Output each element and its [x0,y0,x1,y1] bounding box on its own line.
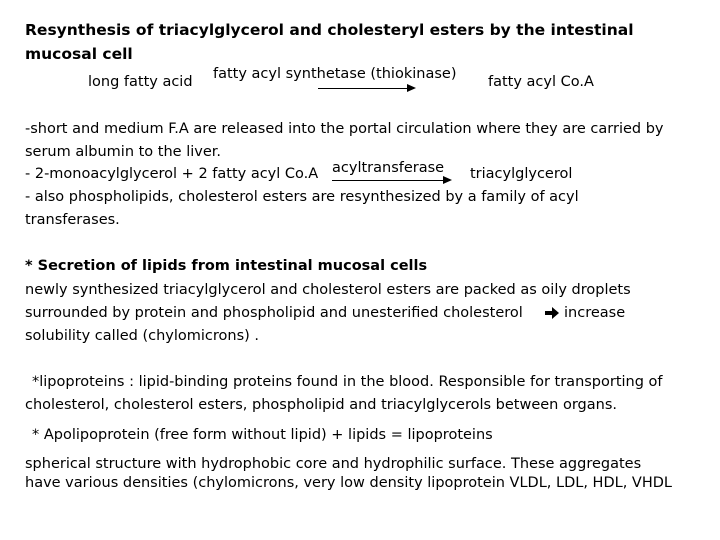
section-heading: * Secretion of lipids from intestinal mucosal cells [25,258,428,274]
reaction1-product: fatty acyl Co.A [488,74,594,90]
paragraph4-line-1: spherical structure with hydrophobic core and hydrophilic surface. These aggregates [25,456,642,472]
paragraph4-line-2: have various densities (chylomicrons, very low density lipoprotein VLDL, LDL, HDL, VHDL [25,475,672,491]
right-arrow-icon [544,306,560,320]
reaction2-arrow-icon [332,180,450,181]
paragraph3-line-1: *lipoproteins : lipid-binding proteins found in the blood. Responsible for transporting of [32,374,663,390]
reaction2-product: triacylglycerol [470,166,573,182]
reaction1-substrate: long fatty acid [88,74,193,90]
paragraph3-line-2: cholesterol, cholesterol esters, phospholipid and triacylglycerols between organs. [25,397,617,413]
title-line-2: mucosal cell [25,45,133,63]
paragraph1-line-2: serum albumin to the liver. [25,144,221,160]
paragraph2-line-2: surrounded by protein and phospholipid and unesterified cholesterol [25,305,523,321]
apolipoprotein-line: * Apolipoprotein (free form without lipid) + lipids = lipoproteins [32,427,493,443]
reaction1-arrow-icon [318,88,414,89]
paragraph1-line-4: - also phospholipids, cholesterol esters are resynthesized by a family of acyl [25,189,579,205]
paragraph2-line-3: solubility called (chylomicrons) . [25,328,260,344]
paragraph2-line-1: newly synthesized triacylglycerol and cholesterol esters are packed as oily droplets [25,282,631,298]
paragraph1-line-5: transferases. [25,212,120,228]
reaction2-substrate: - 2-monoacylglycerol + 2 fatty acyl Co.A [25,166,319,182]
reaction2-enzyme: acyltransferase [332,160,445,176]
reaction1-enzyme: fatty acyl synthetase (thiokinase) [213,66,457,82]
paragraph2-line-2-tail: increase [564,305,626,321]
title-line-1: Resynthesis of triacylglycerol and cholesteryl esters by the intestinal [25,21,634,39]
paragraph1-line-1: -short and medium F.A are released into the portal circulation where they are carried by [25,121,664,137]
